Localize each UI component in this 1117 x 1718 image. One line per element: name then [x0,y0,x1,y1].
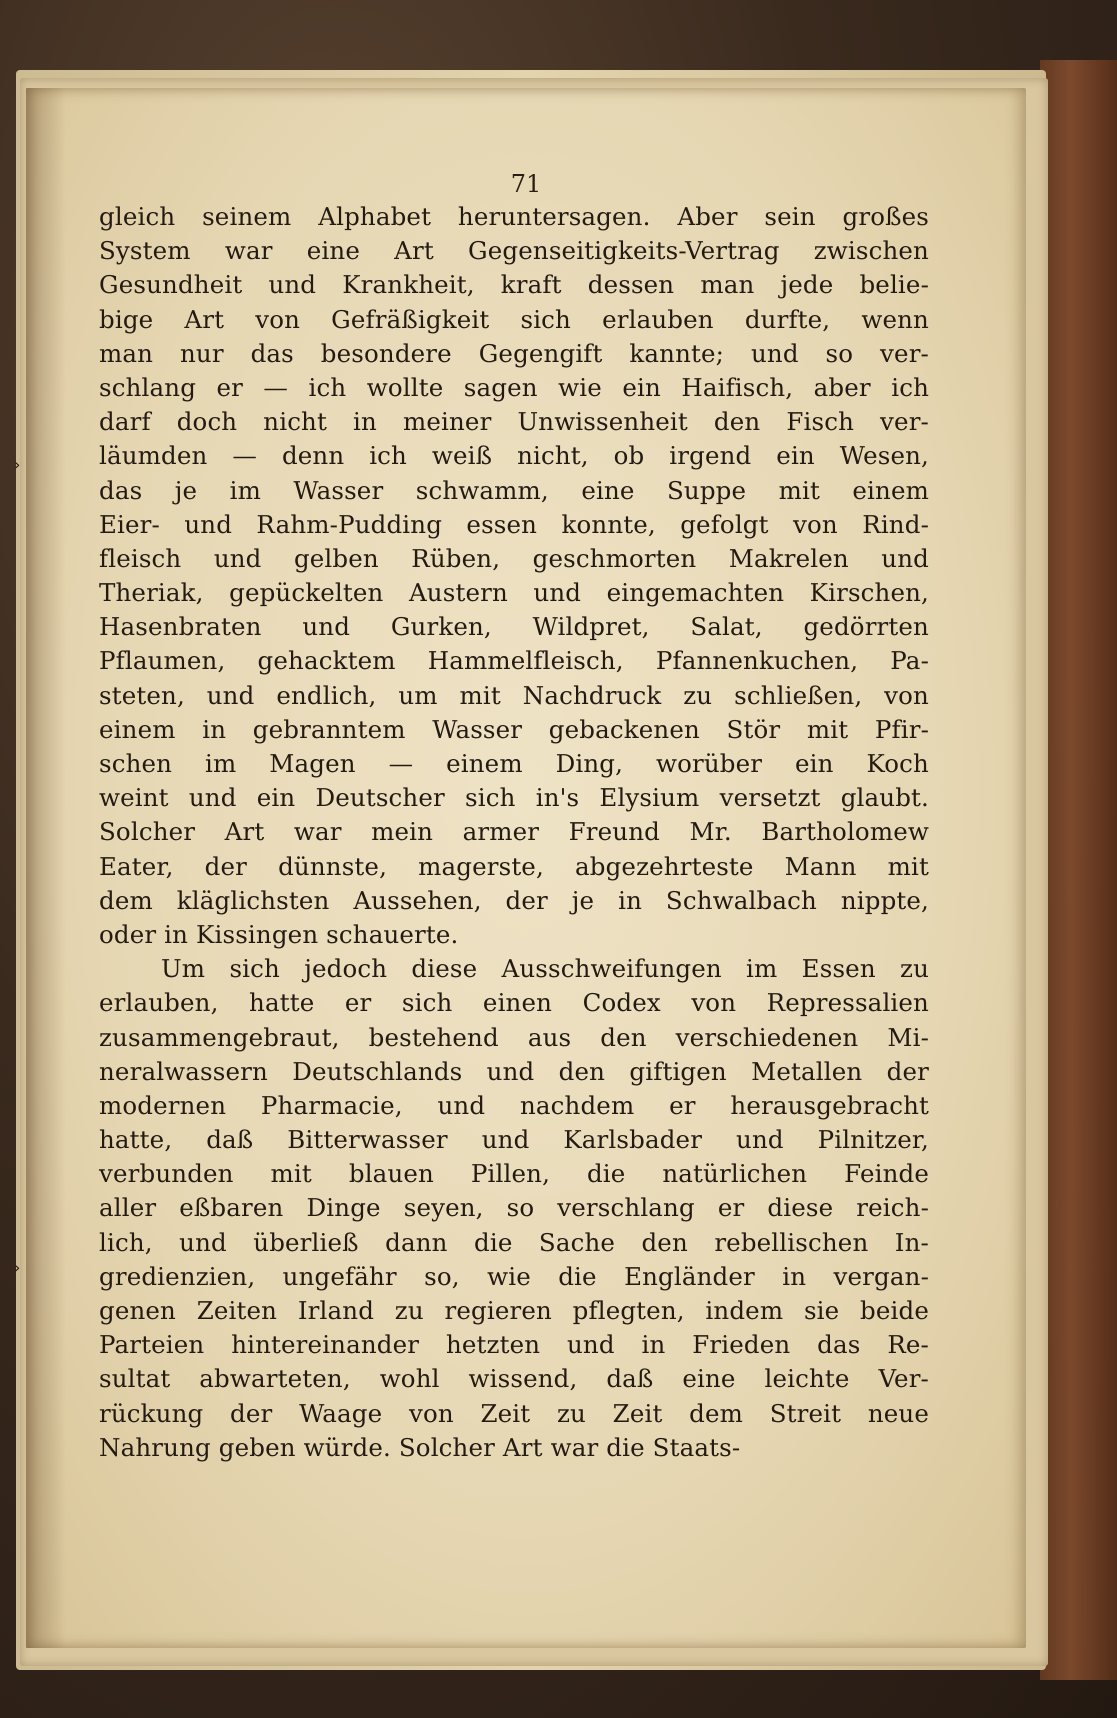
text-line: aller eßbaren Dinge seyen, so verschlang er diese reich- [99,1193,929,1223]
body-text [99,200,929,1465]
text-line: gleich seinem Alphabet heruntersagen. Aber sein großes [99,202,929,231]
text-line: Hasenbraten und Gurken, Wildpret, Salat, gedörrten [99,612,929,642]
text-line: darf doch nicht in meiner Unwissenheit den Fisch ver- [99,407,929,437]
text-line: verbunden mit blauen Pillen, die natürlichen Feinde [99,1159,929,1189]
spine-shadow [26,88,66,1648]
text-line: Um sich jedoch diese Ausschweifungen im Essen zu [161,954,929,984]
text-line: genen Zeiten Irland zu regieren pflegten, indem sie beide [99,1296,929,1325]
text-line: Eier- und Rahm-Pudding essen konnte, gefolgt von Rind- [99,509,929,539]
text-line: sultat abwarteten, wohl wissend, daß eine leichte Ver- [99,1364,929,1394]
text-line: Parteien hintereinander hetzten und in Frieden das Re- [99,1330,929,1360]
paragraph-2 [99,952,929,1465]
text-line: Nahrung geben würde. Solcher Art war die Staats- [99,1432,741,1462]
margin-mark-bottom: › [14,1258,21,1277]
text-line: neralwassern Deutschlands und den giftigen Metallen der [99,1056,929,1086]
cover-edge [1040,60,1117,1680]
text-line: läumden — denn ich weiß nicht, ob irgend ein Wesen, [99,441,929,471]
margin-mark-top: › [14,455,21,474]
text-line: gredienzien, ungefähr so, wie die Engländer in vergan- [99,1261,929,1291]
paragraph-1 [99,200,929,952]
text-line: dem kläglichsten Aussehen, der je in Schwalbach nippte, [99,885,929,915]
text-line: Solcher Art war mein armer Freund Mr. Bartholomew [99,817,929,847]
text-line: steten, und endlich, um mit Nachdruck zu schließen, von [99,680,929,710]
text-line: bige Art von Gefräßigkeit sich erlauben durfte, wenn [99,304,929,334]
text-line: lich, und überließ dann die Sache den rebellischen In- [99,1227,929,1257]
book-page [26,88,1026,1648]
text-line: Eater, der dünnste, magerste, abgezehrteste Mann mit [99,851,929,881]
text-line: fleisch und gelben Rüben, geschmorten Makrelen und [99,543,929,573]
text-line: weint und ein Deutscher sich in's Elysium versetzt glaubt. [99,783,929,813]
text-line: das je im Wasser schwamm, eine Suppe mit einem [99,475,929,505]
text-line: zusammengebraut, bestehend aus den verschiedenen Mi- [99,1022,929,1052]
text-line: modernen Pharmacie, und nachdem er herausgebracht [99,1090,929,1120]
text-line: schen im Magen — einem Ding, worüber ein Koch [99,749,929,778]
text-line: Gesundheit und Krankheit, kraft dessen man jede belie- [99,270,929,300]
text-line: man nur das besondere Gegengift kannte; und so ver- [99,338,929,368]
text-line: Pflaumen, gehacktem Hammelfleisch, Pfannenkuchen, Pa- [99,646,929,676]
page-number: 71 [510,170,542,198]
text-line: oder in Kissingen schauerte. [99,919,459,949]
text-line: Theriak, gepückelten Austern und eingemachten Kirschen, [99,578,929,608]
text-line: schlang er — ich wollte sagen wie ein Haifisch, aber ich [99,372,929,402]
text-line: rückung der Waage von Zeit zu Zeit dem Streit neue [99,1398,929,1428]
text-line: hatte, daß Bitterwasser und Karlsbader und Pilnitzer, [99,1125,929,1155]
text-line: System war eine Art Gegenseitigkeits-Vertrag zwischen [99,236,929,266]
text-line: einem in gebranntem Wasser gebackenen Stör mit Pfir- [99,714,929,744]
text-line: erlauben, hatte er sich einen Codex von Repressalien [99,988,929,1018]
